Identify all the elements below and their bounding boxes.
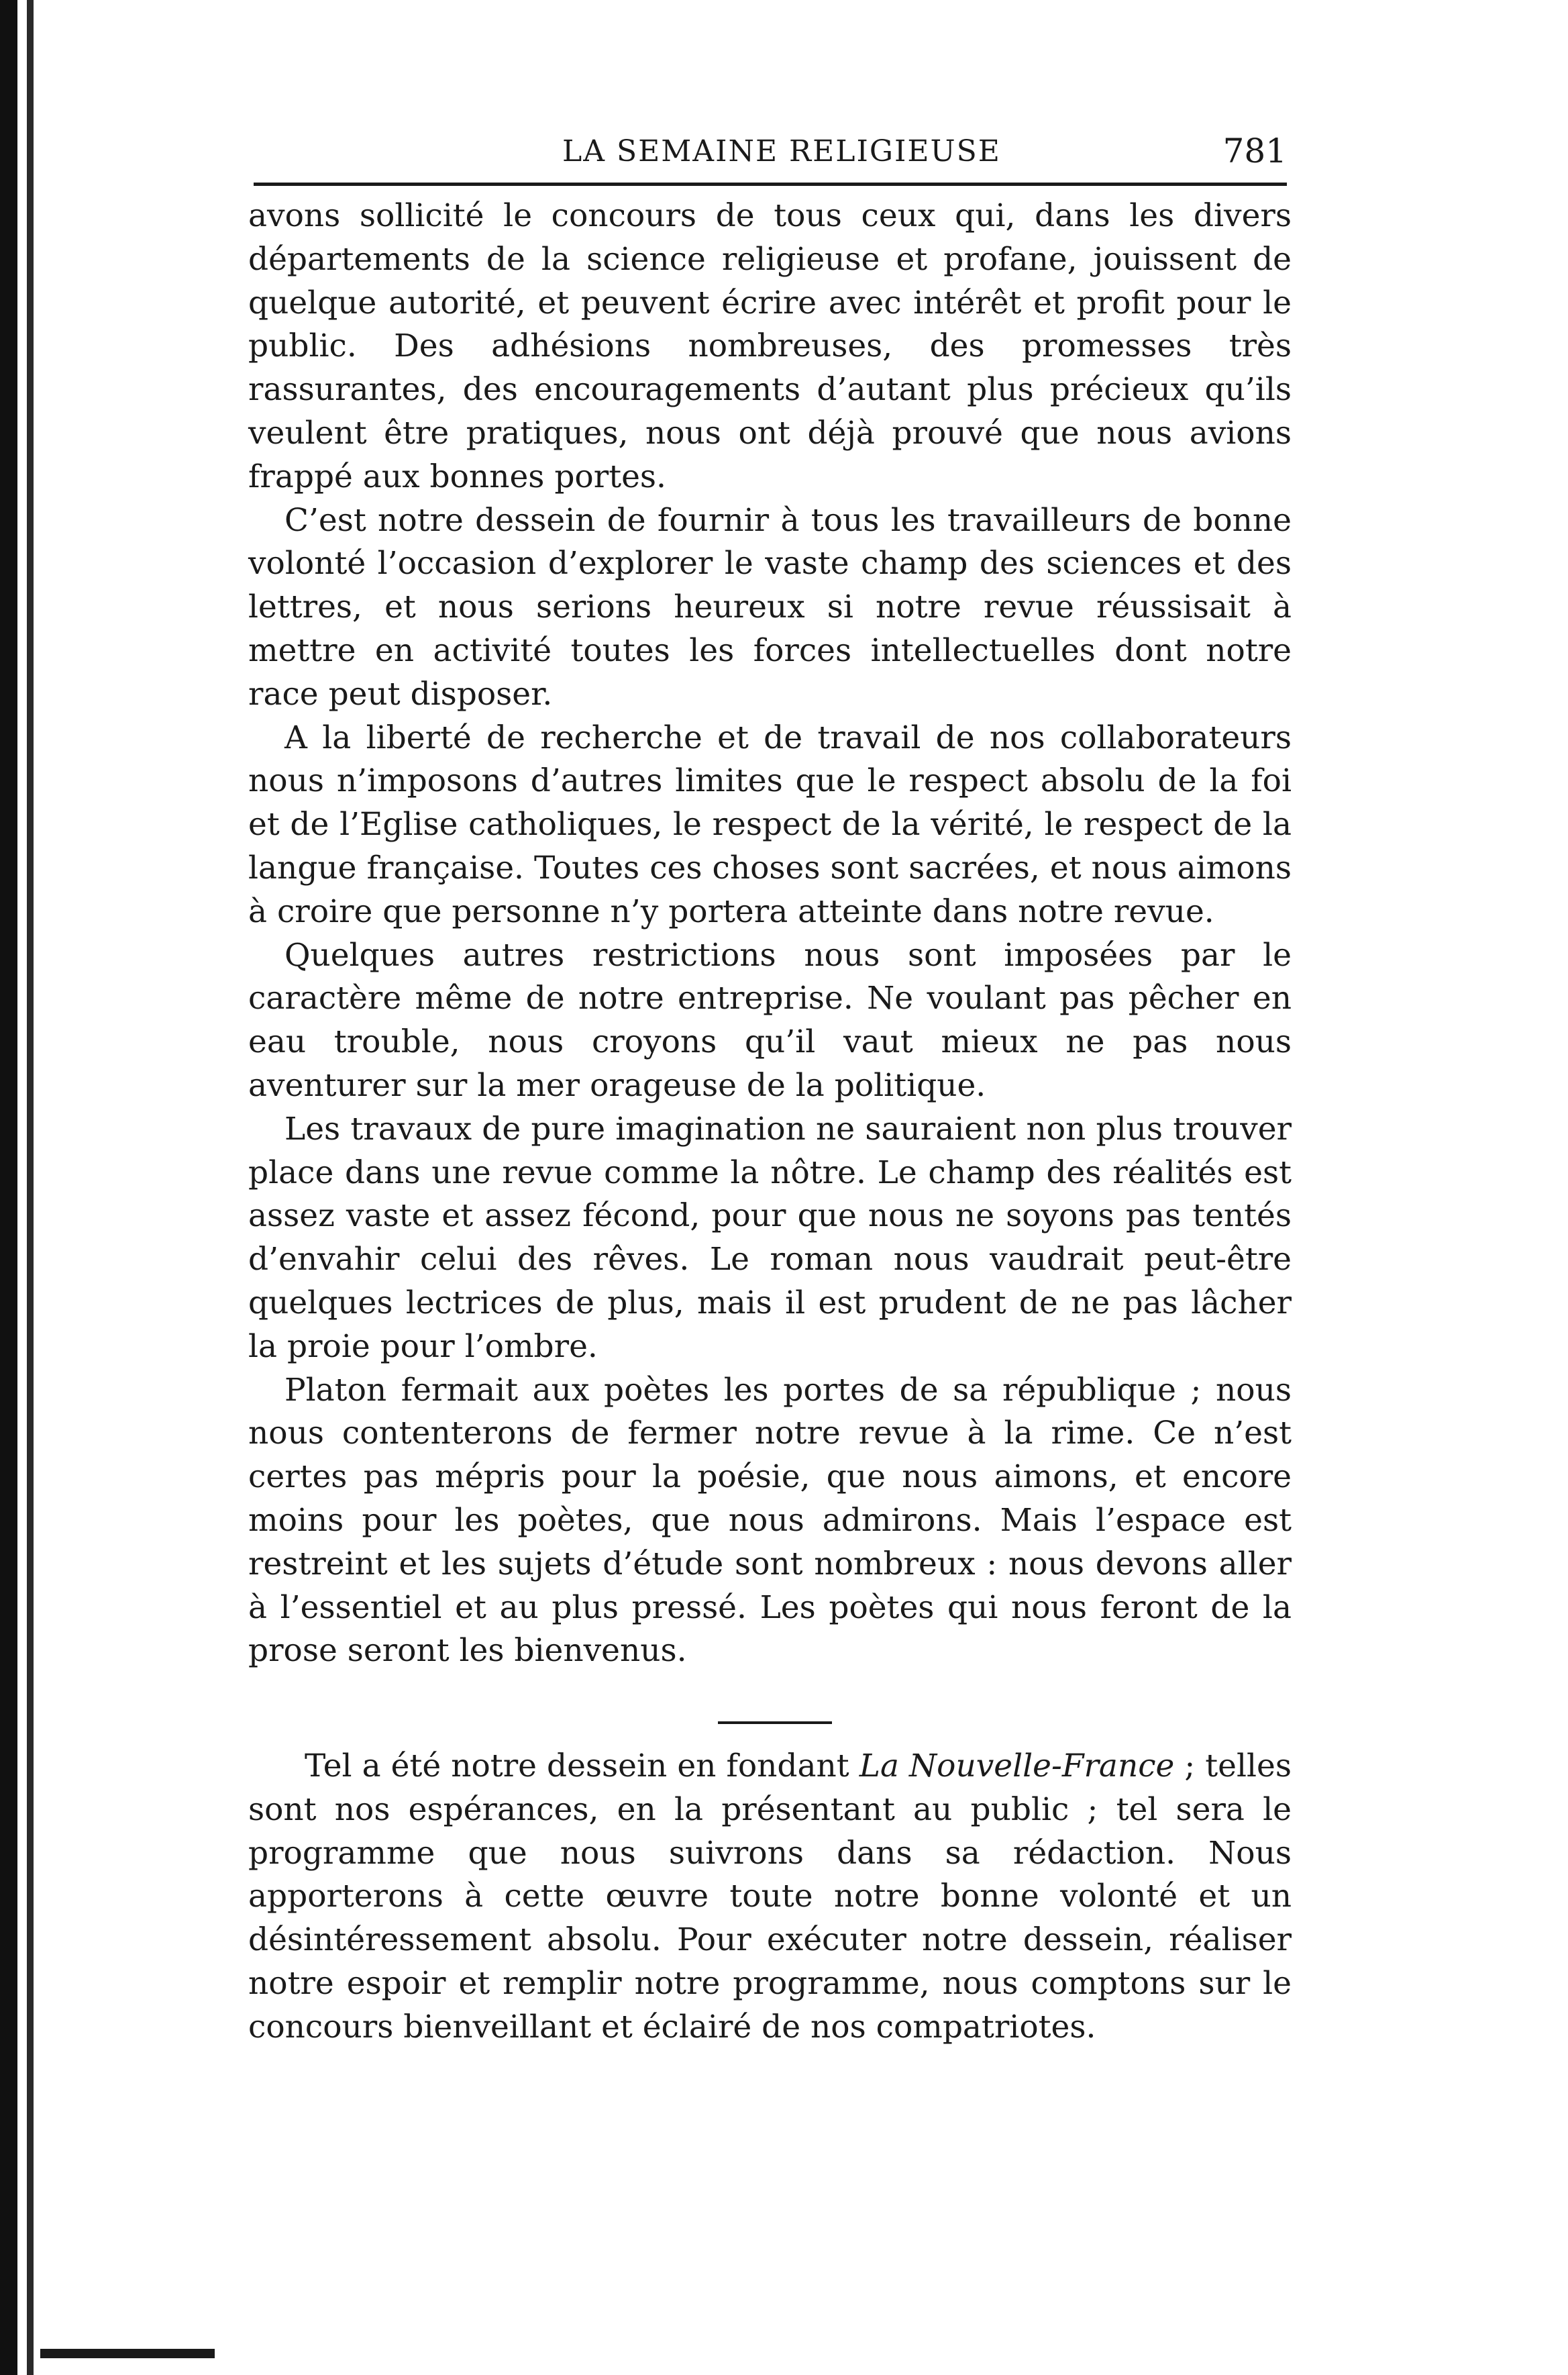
closing-paragraph [248,1745,1292,2050]
section-separator [718,1721,832,1724]
page-number: 781 [1222,132,1287,170]
paragraph-5: Les travaux de pure imagination ne sauraient non plus trouver place dans une revue comme la nôtre. Le champ des réalités est assez vaste et assez fécond, pour que nous ne soyons pas tentés d’envahir celui des rêves. Le roman nous vaudrait peut-être quelques lectrices de plus, mais il est prudent de ne pas lâcher la proie pour l’ombre. [248,1110,1292,1365]
page-binding-edge [0,0,17,2375]
page-bottom-mark [40,2349,215,2358]
paragraph-6: Platon fermait aux poètes les portes de sa république ; nous nous contenterons de fermer notre revue à la rime. Ce n’est certes pas mépris pour la poésie, que nous aimons, et encore moins pour les poètes, que nous admirons. Mais l’espace est restreint et les sujets d’étude sont nombreux : nous devons aller à l’essentiel et au plus pressé. Les poètes qui nous feront de la prose seront les bienvenus. [248,1371,1292,1670]
page-header [254,132,1287,179]
closing-text-end: ; telles sont nos espérances, en la présentant au public ; tel sera le programme que nous suivrons dans sa rédaction. Nous apporterons à cette œuvre toute notre bonne volonté et un désintéressement absolu. Pour exécuter notre dessein, réaliser notre espoir et remplir notre programme, nous comptons sur le concours bienveillant et éclairé de nos compatriotes. [248,1748,1292,2045]
header-rule [254,183,1287,186]
closing-text-start: Tel a été notre dessein en fondant [305,1748,859,1784]
closing-text [248,1745,1292,2050]
paragraph-4: Quelques autres restrictions nous sont imposées par le caractère même de notre entreprise. Ne voulant pas pêcher en eau trouble, nous croyons qu’il vaut mieux ne pas nous aventurer sur la mer orageuse de la politique. [248,936,1292,1104]
paragraph-3: A la liberté de recherche et de travail de nos collaborateurs nous n’imposons d’autres limites que le respect absolu de la foi et de l’Eglise catholiques, le respect de la vérité, le respect de la langue française. Toutes ces choses sont sacrées, et nous aimons à croire que personne n’y portera atteinte dans notre revue. [248,719,1292,930]
journal-title: La Nouvelle-France [859,1748,1175,1784]
paragraph-1: avons sollicité le concours de tous ceux qui, dans les divers départements de la science religieuse et profane, jouissent de quelque autorité, et peuvent écrire avec intérêt et profit pour le public. Des adhésions nombreuses, des promesses très rassurantes, des encouragements d’autant plus précieux qu’ils veulent être pratiques, nous ont déjà prouvé que nous avions frappé aux bonnes portes. [248,197,1292,495]
page-binding-shadow [27,0,34,2375]
running-title: LA SEMAINE RELIGIEUSE [562,134,1001,168]
body-text [248,195,1292,1673]
paragraph-2: C’est notre dessein de fournir à tous les travailleurs de bonne volonté l’occasion d’explorer le vaste champ des sciences et des lettres, et nous serions heureux si notre revue réussisait à mettre en activité toutes les forces intellectuelles dont notre race peut disposer. [248,501,1292,713]
